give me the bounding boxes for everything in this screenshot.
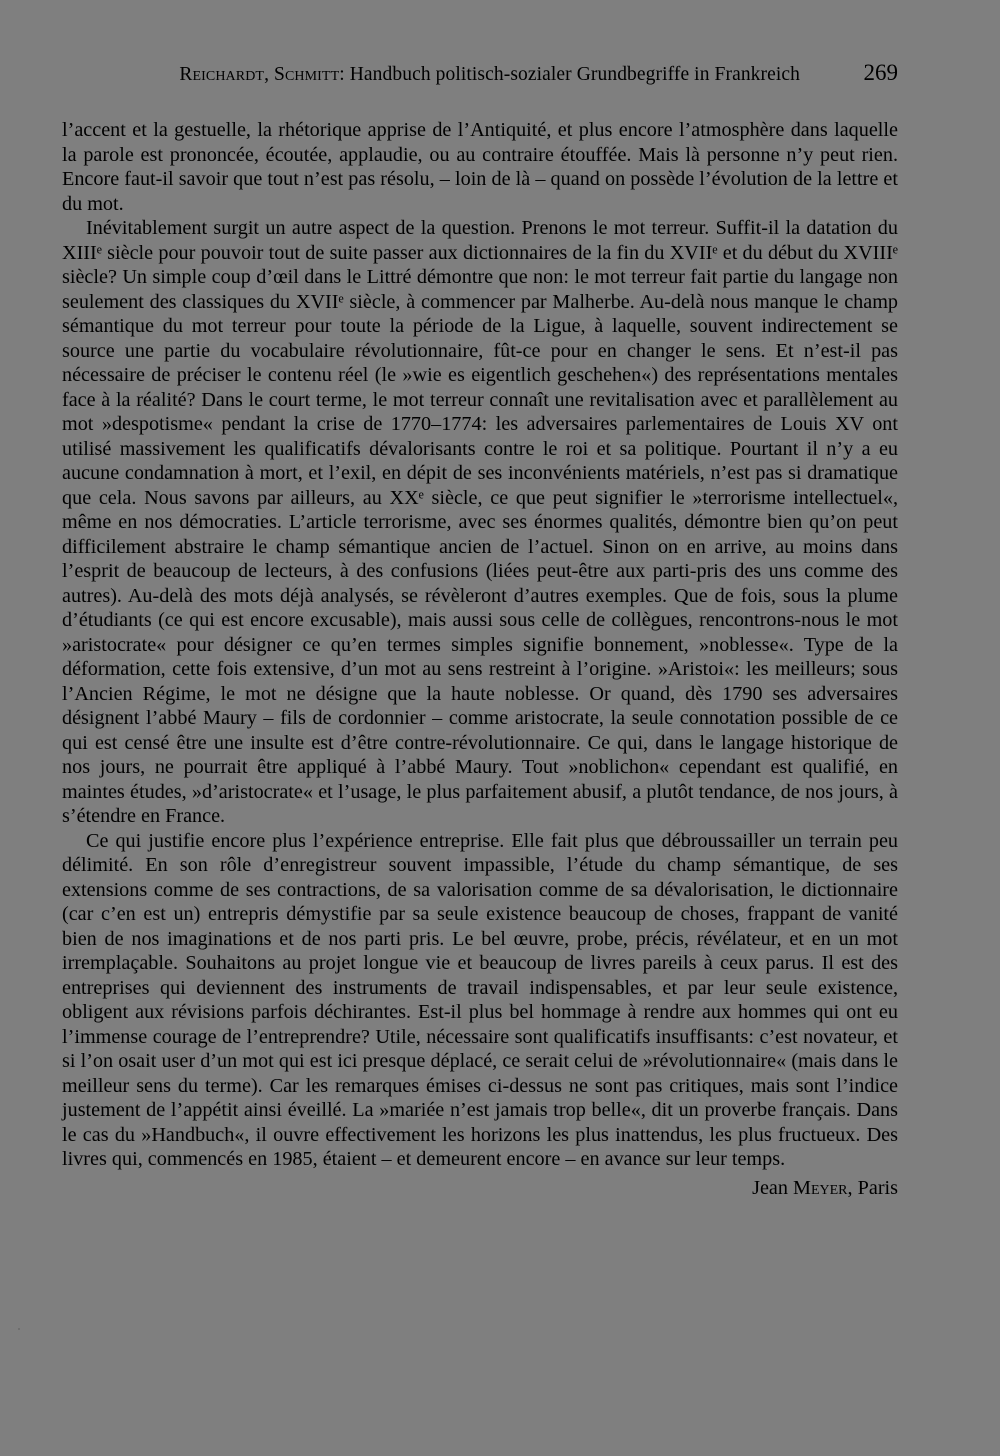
paragraph: Ce qui justifie encore plus l’expérience entreprise. Elle fait plus que débroussailler un terrain peu délimité. En son rôle d’enregistreur souvent impassible, l’étude du champ sémantique, de ses extensions comme de ses contractions, de sa valorisation comme de sa dévalorisation, le dictionnaire (car c’en est un) entrepris démystifie par sa seule existence beaucoup de choses, frappant de vanité bien de nos imaginations et de nos parti pris. Le bel œuvre, probe, précis, révélateur, et en un mot irremplaçable. Souhaitons au projet longue vie et beaucoup de livres pareils à ceux parus. Il est des entreprises qui deviennent des instruments de travail indispensables, et par leur seule existence, obligent aux révisions parfois déchirantes. Est-il plus bel hommage à rendre aux hommes qui ont eu l’immense courage de l’entreprendre? Utile, nécessaire sont qualificatifs insuffisants: c’est novateur, et si l’on osait user d’un mot qui est ici presque déplacé, ce serait celui de »révolutionnaire« (mais dans le meilleur sens du terme). Car les remarques émises ci-dessus ne sont pas critiques, mais sont l’indice justement de l’appétit ainsi éveillé. La »mariée n’est jamais trop belle«, dit un proverbe français. Dans le cas du »Handbuch«, il ouvre effectivement les horizons les plus inattendus, les plus fructueux. Des livres qui, commencés en 1985, étaient – et demeurent encore – en avance sur leur temps. xyxy=(62,829,898,1170)
review-body xyxy=(62,118,898,1172)
author-separator: , xyxy=(264,64,275,85)
page-number: 269 xyxy=(863,60,898,85)
author-schmitt: Schmitt xyxy=(274,64,340,85)
running-head-title xyxy=(179,64,800,86)
paragraph: l’accent et la gestuelle, la rhétorique apprise de l’Antiquité, et plus encore l’atmosphère dans laquelle la parole est prononcée, écoutée, applaudie, ou au contraire étouffée. Mais là personne n’y peut rien. Encore faut-il savoir que tout n’est pas résolu, – loin de là – quand on possède l’évolution de la lettre et du mot. xyxy=(62,119,898,215)
reviewer-first-name: Jean xyxy=(752,1176,794,1199)
paragraph: Inévitablement surgit un autre aspect de la question. Prenons le mot terreur. Suffit-il la datation du XIIIᵉ siècle pour pouvoir tout de suite passer aux dictionnaires de la fin du XVIIᵉ et du début du XVIIIᵉ siècle? Un simple coup d’œil dans le Littré démontre que non: le mot terreur fait partie du langage non seulement des classiques du XVIIᵉ siècle, à commencer par Malherbe. Au-delà nous manque le champ sémantique du mot terreur pour toute la période de la Ligue, à laquelle, souvent indirectement se source une partie du vocabulaire révolutionnaire, fût-ce pour en changer le sens. Et n’est-il pas nécessaire de préciser le contenu réel (le »wie es eigentlich geschehen«) des représentations mentales face à la réalité? Dans le court terme, le mot terreur connaît une revitalisation avec et parallèlement au mot »despotisme« pendant la crise de 1770–1774: les adversaires parlementaires de Louis XV ont utilisé massivement les qualificatifs dévalorisants contre le roi et sa politique. Pourtant il n’y a eu aucune condamnation à mort, et l’exil, en dépit de ses inconvénients matériels, n’est pas si dramatique que cela. Nous savons par ailleurs, au XXᵉ siècle, ce que peut signifier le »terrorisme intellectuel«, même en nos démocraties. L’article terrorisme, avec ses énormes qualités, démontre bien qu’on peut difficilement abstraire le champ sémantique ancien de l’actuel. Sinon on en arrive, au moins dans l’esprit de beaucoup de lecteurs, à des confusions (liées peut-être aux parti-pris des uns comme des autres). Au-delà des mots déjà analysés, se révèleront d’autres exemples. Que de fois, sous la plume d’étudiants (ce qui est encore excusable), mais aussi sous celle de collègues, rencontrons-nous le mot »aristocrate« pour désigner ce qu’en termes simples signifie bonnement, »noblesse«. Type de la déformation, cette fois extensive, d’un mot au sens restreint à l’origine. »Aristoi«: les meilleurs; sous l’Ancien Régime, le mot ne désigne que la haute noblesse. Or quand, dès 1790 ses adversaires désignent l’abbé Maury – fils de cordonnier – comme aristocrate, la seule connotation possible de ce qui est censé être une insulte est d’être contre-révolutionnaire. Ce qui, dans le langage historique de nos jours, ne pourrait être appliqué à l’abbé Maury. Tout »noblichon« cependant est qualifié, en maintes études, »d’aristocrate« et l’usage, le plus parfaitement abusif, a plutôt tendance, de nos jours, à s’étendre en France. xyxy=(62,217,898,827)
book-title: : Handbuch politisch-sozialer Grundbegriffe in Frankreich xyxy=(339,64,800,85)
author-reichardt: Reichardt xyxy=(179,64,265,85)
reviewer-last-name: Meyer xyxy=(793,1176,848,1199)
page xyxy=(62,58,898,1200)
scan-speck xyxy=(18,1328,20,1330)
reviewer-signature xyxy=(62,1176,898,1201)
running-head xyxy=(62,58,898,94)
reviewer-place: , Paris xyxy=(847,1176,898,1199)
